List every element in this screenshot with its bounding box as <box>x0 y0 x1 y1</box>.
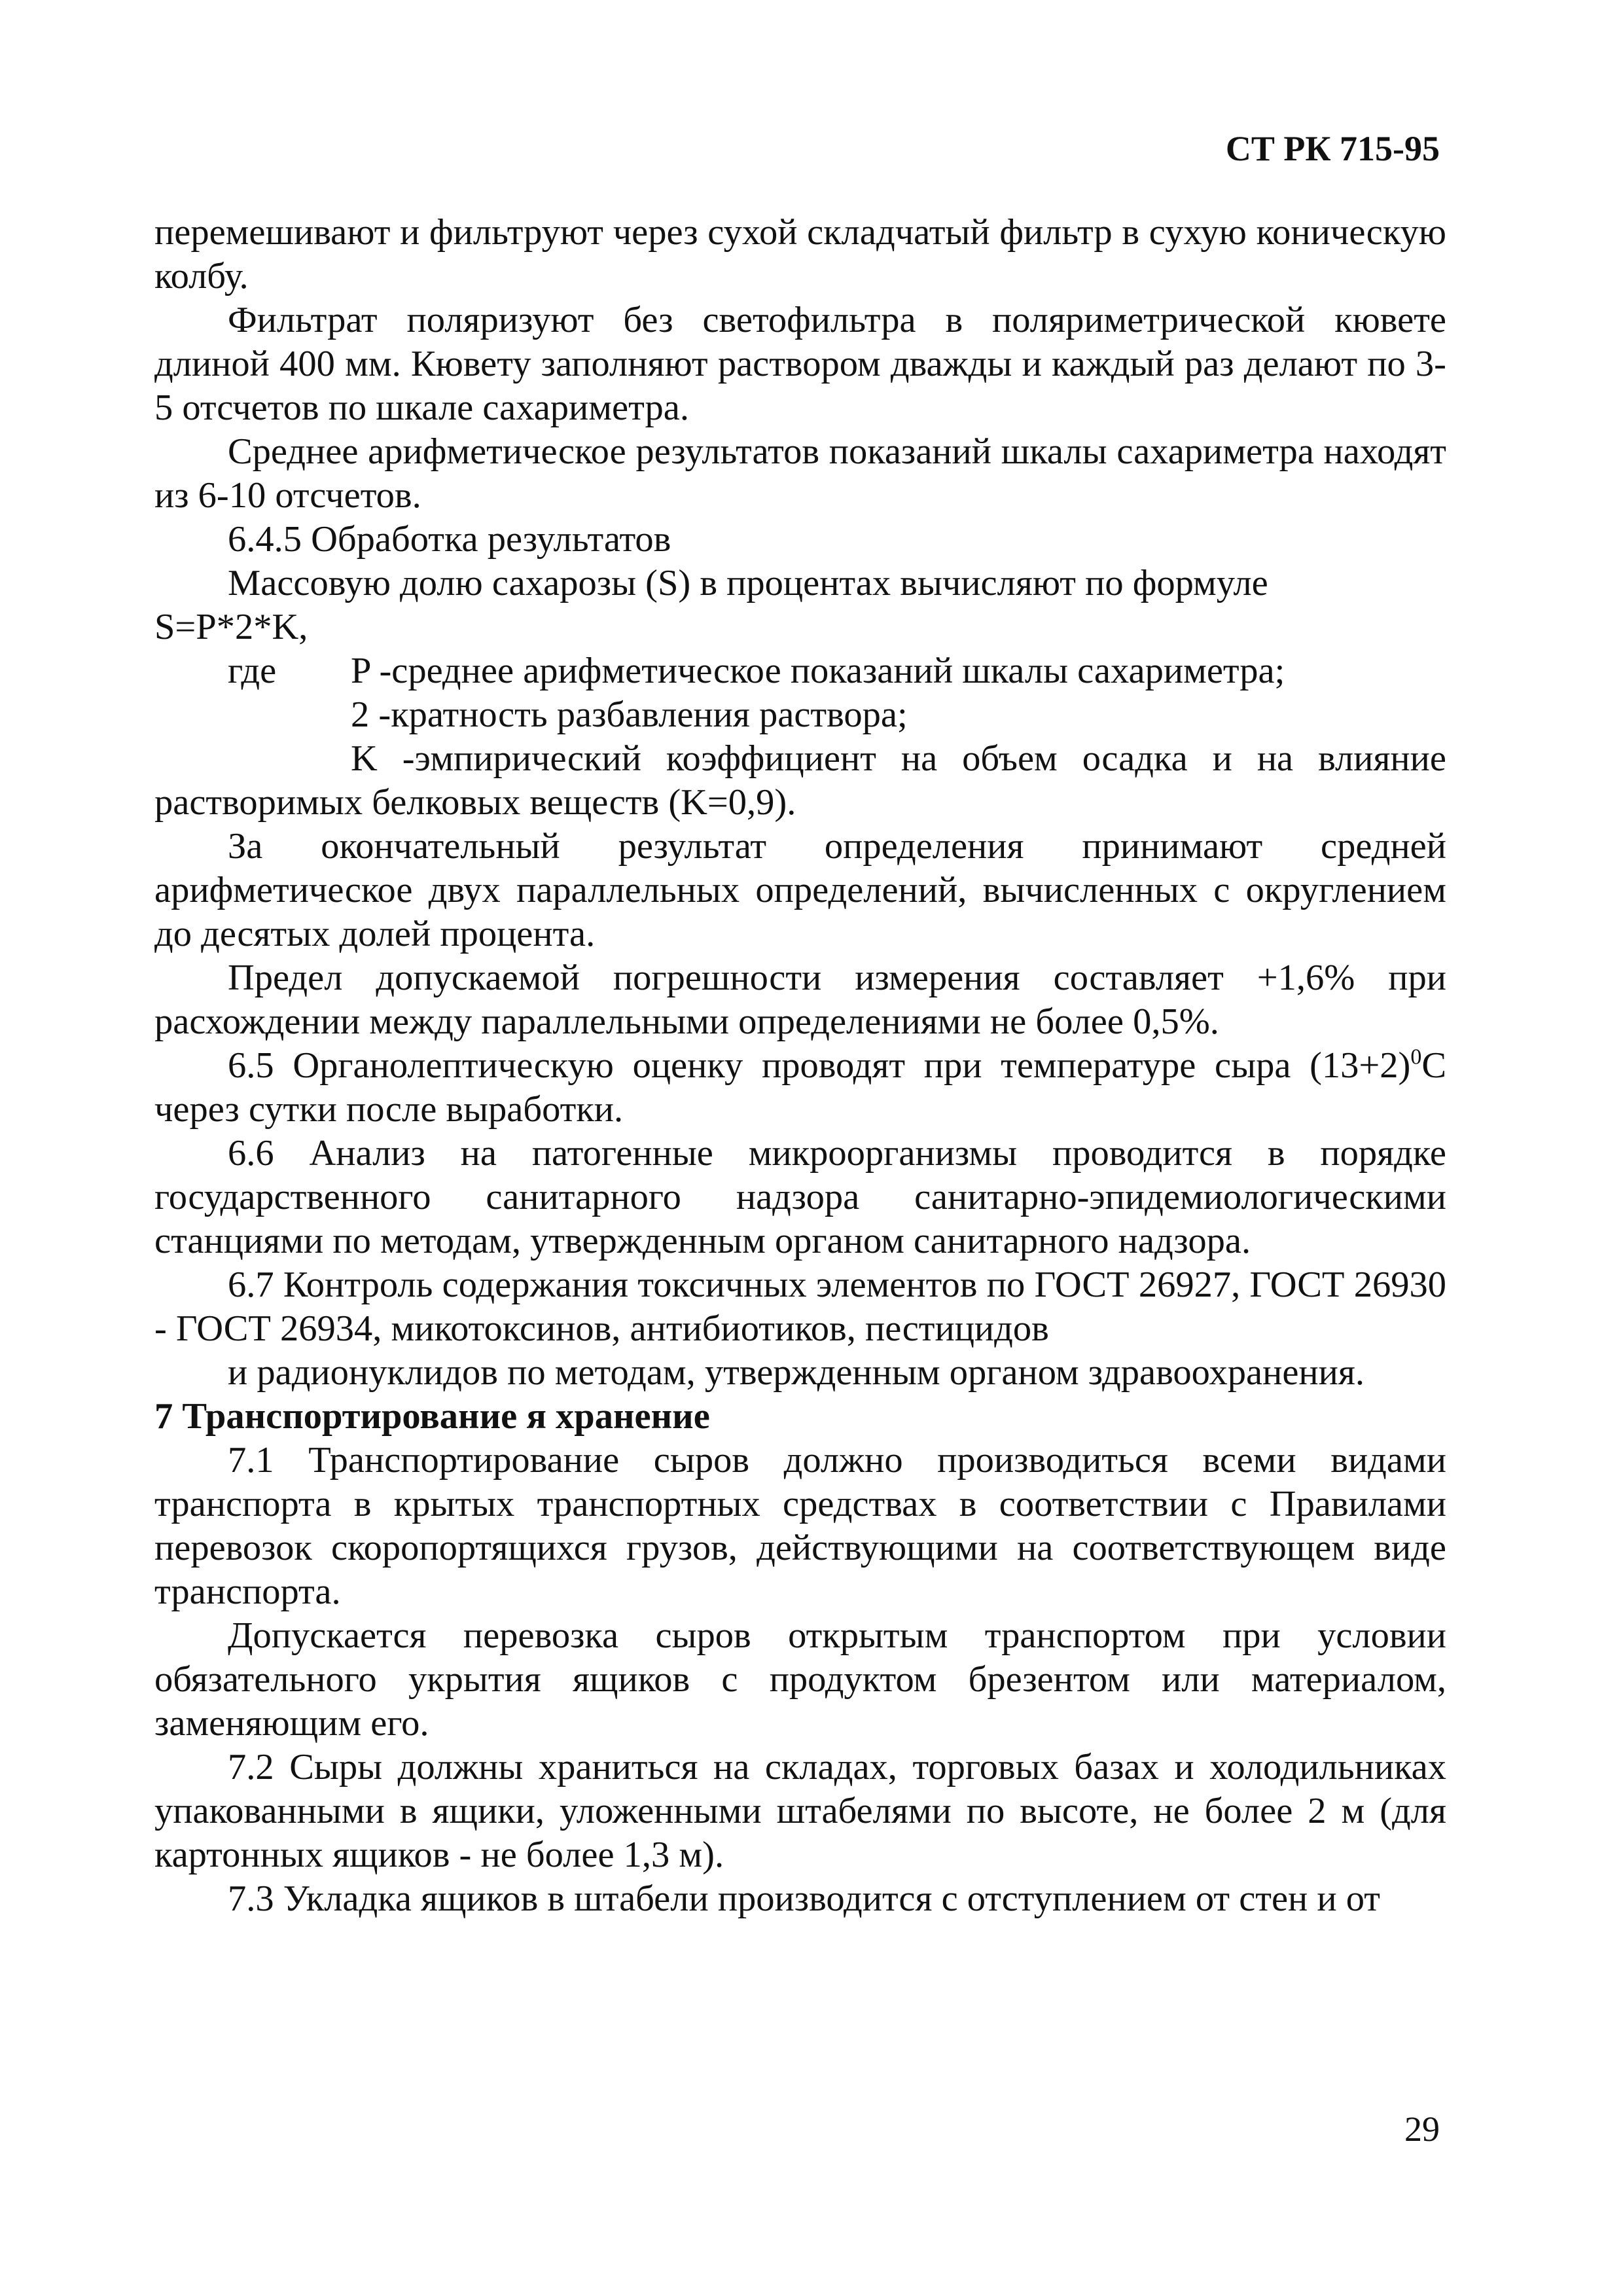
paragraph-text: 6.5 Органолептическую оценку проводят при температуре сыра (13+2) <box>228 1045 1411 1086</box>
paragraph: и радионуклидов по методам, утвержденным органом здравоохранения. <box>228 1352 1364 1393</box>
where-definition-p: P -среднее арифметическое показаний шкалы сахариметра; <box>351 651 1285 691</box>
paragraph: 7.1 Транспортирование сыров должно производиться всеми видами транспорта в крытых транспортных средствах в соответствии с Правилами перевозок скоропортящихся грузов, действующими на соответствующем виде транспорта. <box>154 1440 1446 1612</box>
paragraph: За окончательный результат определения принимают средней арифметическое двух параллельных определений, вычисленных с округлением до десятых долей процента. <box>154 826 1446 954</box>
paragraph: 7.2 Сыры должны храниться на складах, торговых базах и холодильниках упакованными в ящики, уложенными штабелями по высоте, не более 2 м (для картонных ящиков - не более 1,3 м). <box>154 1747 1446 1875</box>
paragraph-text: С через сутки после выработки. <box>154 1045 1446 1130</box>
paragraph: Среднее арифметическое результатов показаний шкалы сахариметра находят из 6-10 отсчетов. <box>154 431 1446 516</box>
formula: S=P*2*K, <box>154 607 308 647</box>
paragraph: Фильтрат поляризуют без светофильтра в поляриметрической кювете длиной 400 мм. Кювету заполняют раствором дважды и каждый раз делают по 3-5 отсчетов по шкале сахариметра. <box>154 300 1446 428</box>
subsection-heading: 6.4.5 Обработка результатов <box>228 519 671 560</box>
where-label: где <box>228 651 277 691</box>
document-body <box>154 211 1446 1921</box>
superscript: 0 <box>1410 1045 1422 1069</box>
paragraph: 6.6 Анализ на патогенные микроорганизмы проводится в порядке государственного санитарного надзора санитарно-эпидемиологическими станциями по методам, утвержденным органом санитарного надзора. <box>154 1133 1446 1261</box>
paragraph <box>154 1044 1446 1132</box>
where-definition-2: 2 -кратность разбавления раствора; <box>351 694 908 735</box>
where-definition-k: K -эмпирический коэффициент на объем осадка и на влияние растворимых белковых веществ (K=0,9). <box>154 738 1446 823</box>
document-code-header: СТ РК 715-95 <box>1225 129 1440 168</box>
paragraph: перемешивают и фильтруют через сухой складчатый фильтр в сухую коническую колбу. <box>154 212 1446 296</box>
paragraph: Массовую долю сахарозы (S) в процентах вычисляют по формуле <box>228 563 1268 603</box>
paragraph: Допускается перевозка сыров открытым транспортом при условии обязательного укрытия ящиков с продуктом брезентом или материалом, заменяющим его. <box>154 1615 1446 1744</box>
page-number: 29 <box>1404 2109 1440 2149</box>
paragraph: Предел допускаемой погрешности измерения составляет +1,6% при расхождении между параллельными определениями не более 0,5%. <box>154 958 1446 1042</box>
paragraph: 6.7 Контроль содержания токсичных элементов по ГОСТ 26927, ГОСТ 26930 - ГОСТ 26934, микотоксинов, антибиотиков, пестицидов <box>154 1265 1446 1349</box>
paragraph: 7.3 Укладка ящиков в штабели производится с отступлением от стен и от <box>228 1878 1380 1919</box>
where-line-p <box>154 649 1446 693</box>
where-line-2 <box>154 693 1446 737</box>
section-title: 7 Транспортирование я хранение <box>154 1396 710 1437</box>
